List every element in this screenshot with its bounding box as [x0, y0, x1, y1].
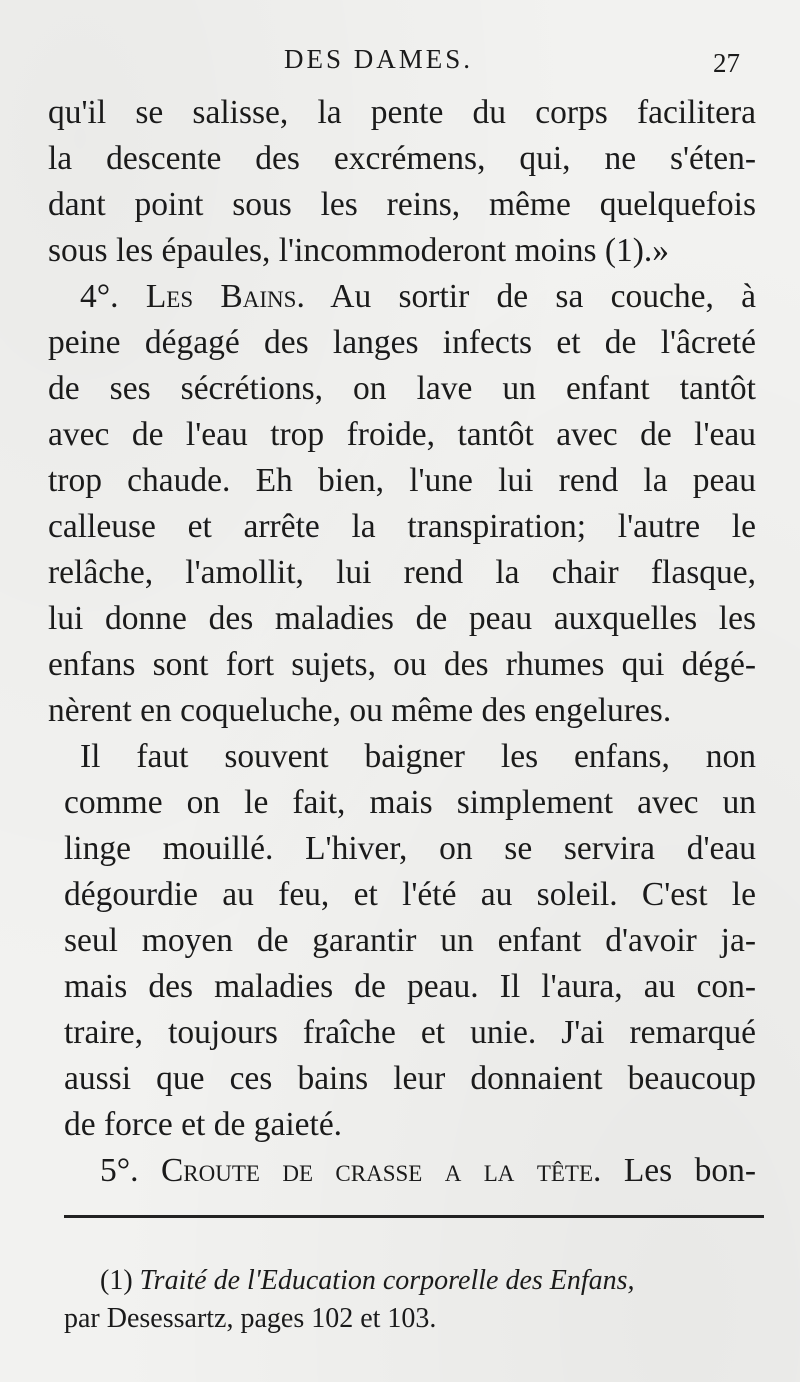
text-line: aussi que ces bains leur donnaient beaucoup [64, 1060, 756, 1097]
text-line: enfans sont fort sujets, ou des rhumes qui dégé- [48, 646, 756, 683]
footnote-title: Traité de l'Education corporelle des Enfans, [139, 1265, 635, 1296]
running-head: DES DAMES. [284, 44, 474, 74]
text-line: linge mouillé. L'hiver, on se servira d'eau [64, 830, 756, 867]
text-line: dégourdie au feu, et l'été au soleil. C'est le [64, 876, 756, 913]
text-line: traire, toujours fraîche et unie. J'ai remarqué [64, 1014, 756, 1051]
text-line: trop chaude. Eh bien, l'une lui rend la peau [48, 462, 756, 499]
section-title: Les Bains. [145, 278, 305, 315]
text-line: sous les épaules, l'incommoderont moins (1).» [48, 232, 670, 269]
text-line: peine dégagé des langes infects et de l'âcreté [48, 324, 756, 361]
footnote-line-2: par Desessartz, pages 102 et 103. [64, 1303, 437, 1334]
text-line: de force et de gaieté. [64, 1106, 343, 1143]
text-line: dant point sous les reins, même quelquefois [48, 186, 756, 223]
section-5-heading-line [100, 1148, 756, 1194]
section-text: Les bon- [623, 1152, 756, 1189]
text-line: relâche, l'amollit, lui rend la chair flasque, [48, 554, 756, 591]
text-line: calleuse et arrête la transpiration; l'autre le [48, 508, 756, 545]
section-number: 4°. [80, 278, 119, 315]
footnote-rule [64, 1215, 764, 1218]
footnote-marker: (1) [100, 1265, 133, 1296]
text-line: nèrent en coqueluche, ou même des engelures. [48, 692, 672, 729]
text-line: la descente des excrémens, qui, ne s'éten- [48, 140, 756, 177]
text-line: mais des maladies de peau. Il l'aura, au con- [64, 968, 756, 1005]
text-line: qu'il se salisse, la pente du corps facilitera [48, 94, 756, 131]
section-text: Au sortir de sa couche, à [330, 278, 757, 315]
text-line: comme on le fait, mais simplement avec un [64, 784, 756, 821]
page-number: 27 [713, 48, 740, 78]
text-line: de ses sécrétions, on lave un enfant tantôt [48, 370, 756, 407]
text-line: seul moyen de garantir un enfant d'avoir ja- [64, 922, 756, 959]
section-4-heading-line [80, 274, 756, 320]
text-line: avec de l'eau trop froide, tantôt avec de l'eau [48, 416, 756, 453]
text-line: lui donne des maladies de peau auxquelles les [48, 600, 756, 637]
text-line: Il faut souvent baigner les enfans, non [80, 738, 756, 775]
footnote-line-1 [100, 1262, 635, 1300]
section-title: Croute de crasse a la tête. [160, 1152, 602, 1189]
section-number: 5°. [100, 1152, 139, 1189]
